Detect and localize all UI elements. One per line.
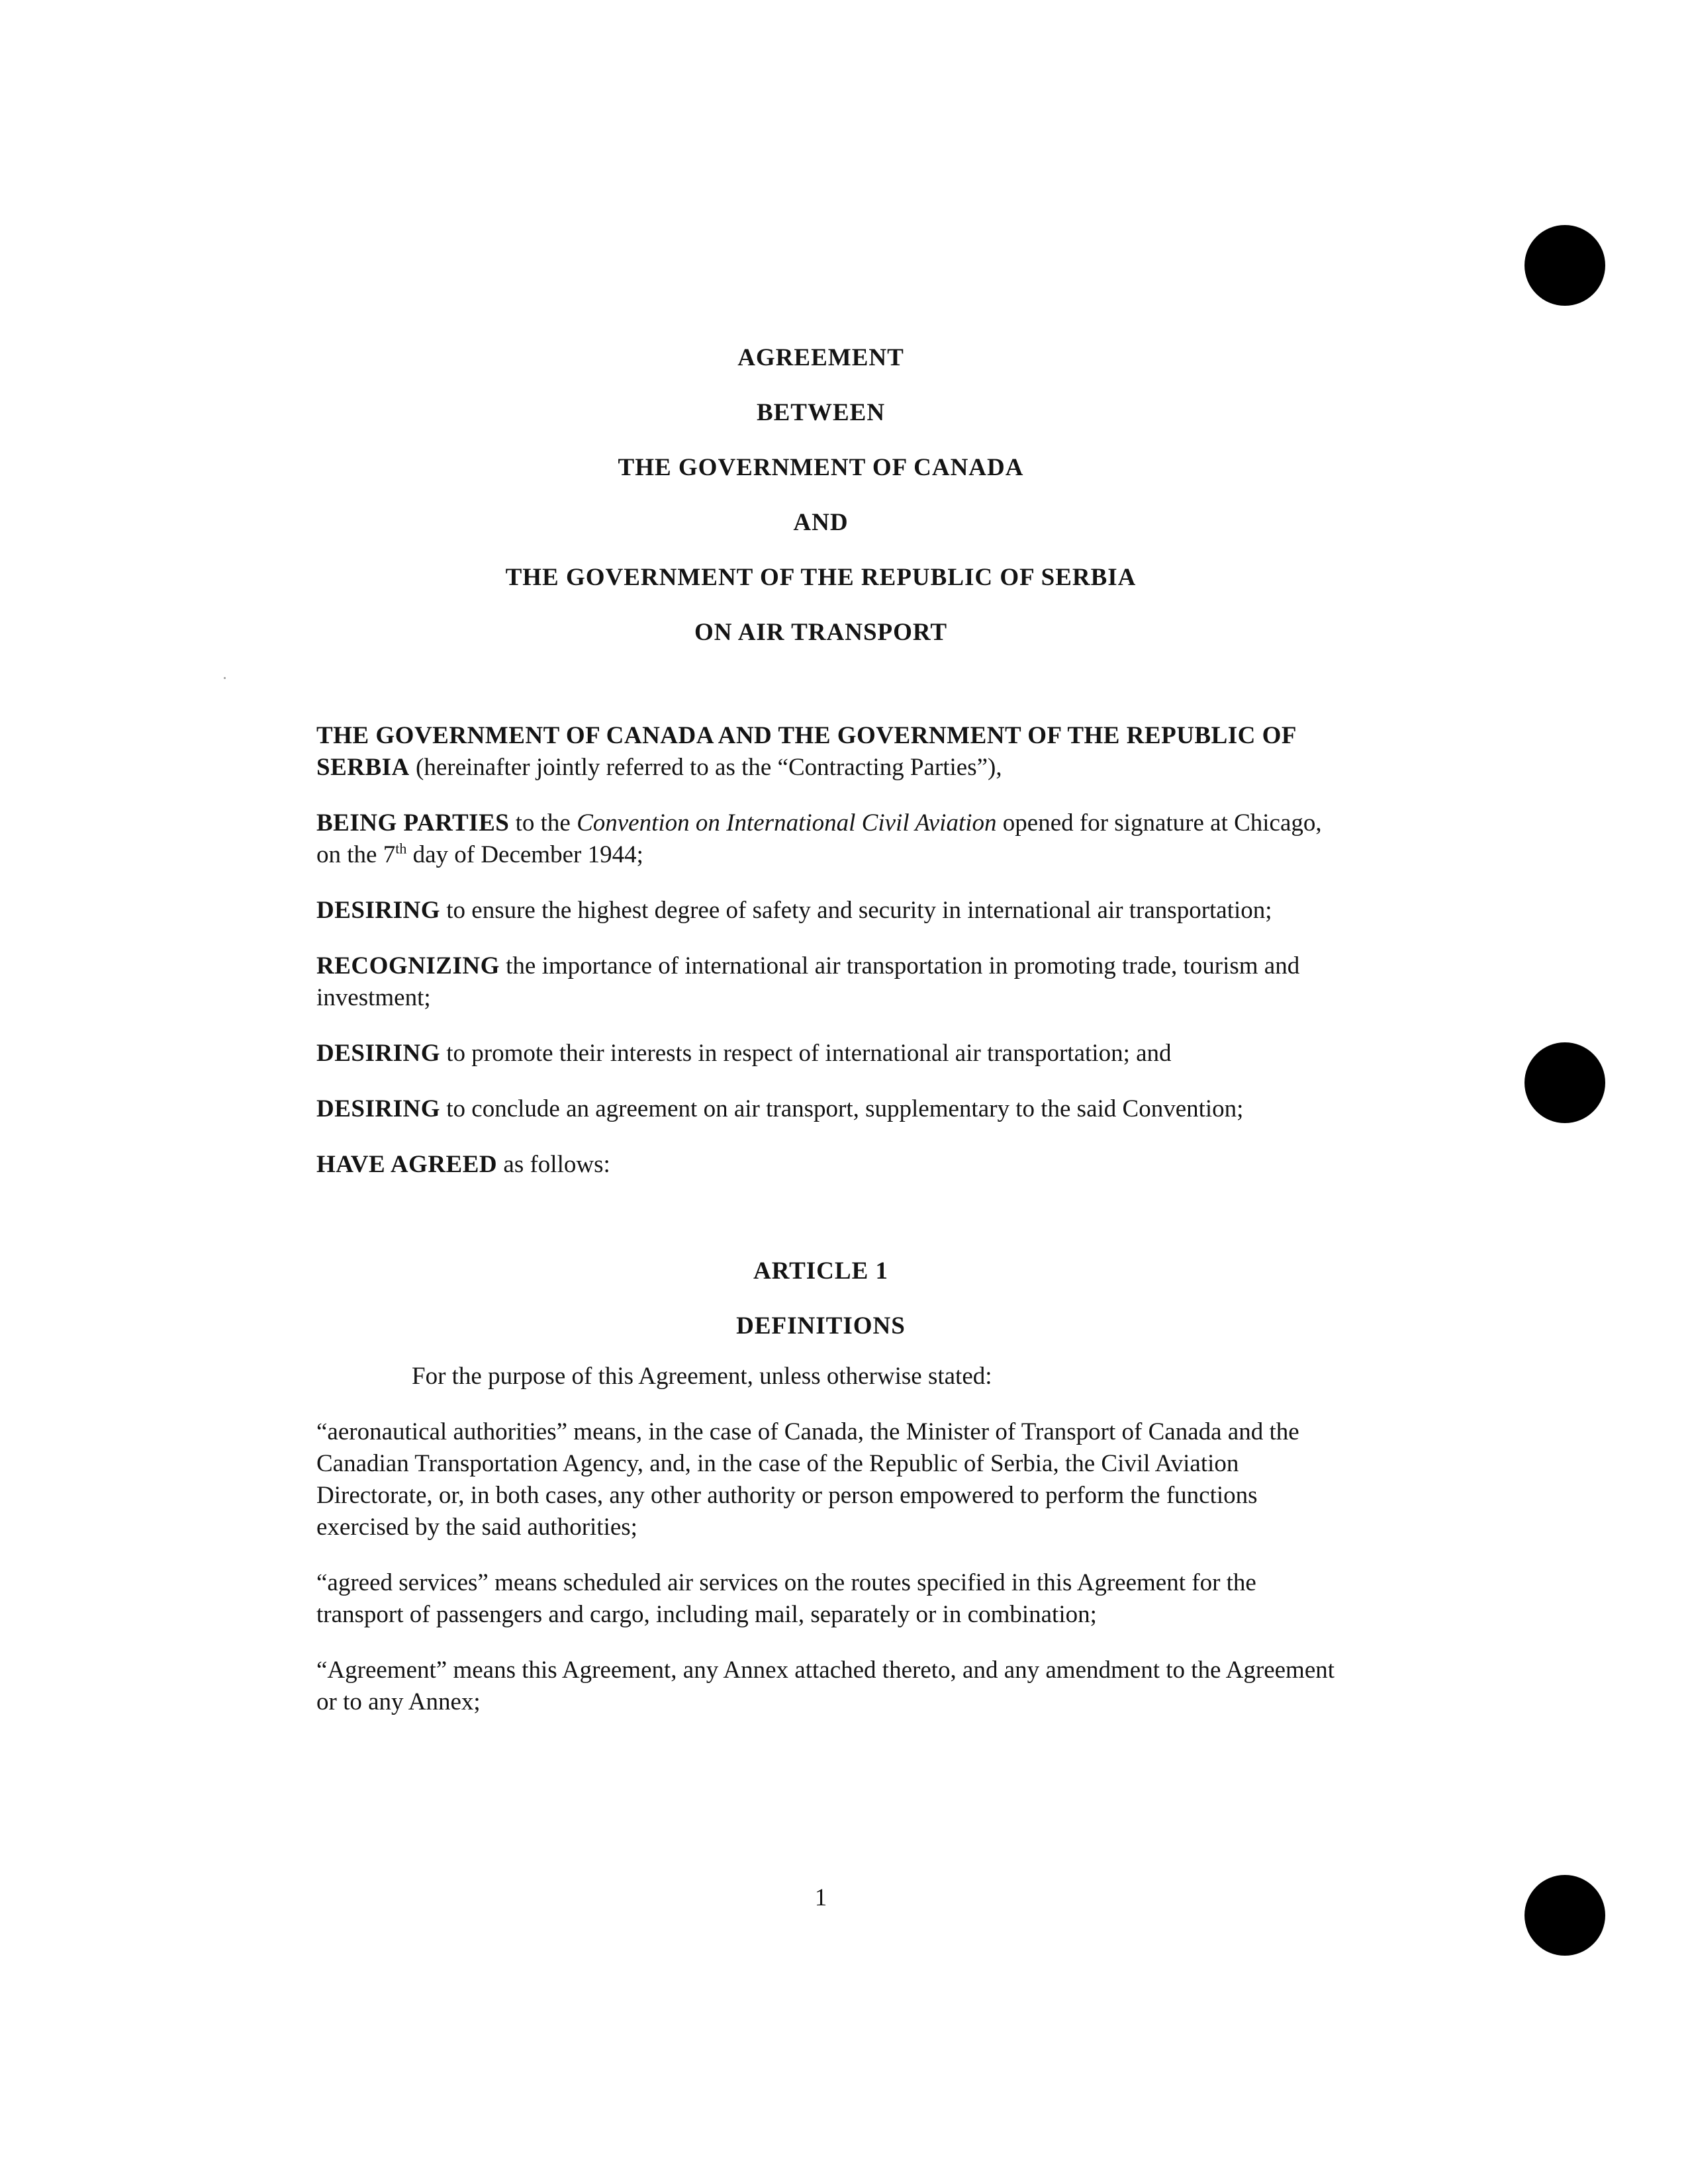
- title-line: AND: [793, 509, 849, 536]
- preamble-paragraph: [316, 807, 1349, 871]
- title-line: AGREEMENT: [737, 344, 904, 371]
- page-number: 1: [814, 1884, 827, 1911]
- title-line: THE GOVERNMENT OF THE REPUBLIC OF SERBIA: [505, 564, 1137, 591]
- paragraph-text: opened for signature at Chicago, on the 7: [316, 809, 1322, 868]
- binder-hole: [1524, 1042, 1605, 1123]
- binder-hole: [1524, 225, 1605, 306]
- scan-speck: [224, 677, 226, 679]
- preamble-paragraph: [316, 1038, 1349, 1069]
- preamble-paragraph: [316, 720, 1349, 784]
- ordinal-suffix: th: [395, 840, 407, 857]
- bold-lead: RECOGNIZING: [316, 952, 500, 979]
- preamble-paragraph: [316, 1093, 1349, 1125]
- paragraph-text: the importance of international air transportation in promoting trade, tourism and investment;: [316, 952, 1300, 1011]
- bold-lead: BEING PARTIES: [316, 809, 510, 837]
- bold-lead: DESIRING: [316, 897, 440, 924]
- preamble-paragraph: [316, 950, 1349, 1014]
- title-line: BETWEEN: [756, 399, 886, 426]
- definitions-intro: For the purpose of this Agreement, unless otherwise stated:: [412, 1363, 992, 1390]
- definition-item: “aeronautical authorities” means, in the case of Canada, the Minister of Transport of Canada and the Canadian Transportation Agency, and, in the case of the Republic of Serbia, the Civil Aviation Directorate, or, in both cases, any other authority or person empowered to perform the functions exercised by the said authorities;: [316, 1418, 1299, 1541]
- paragraph-text: to promote their interests in respect of international air transportation; and: [440, 1040, 1172, 1067]
- definitions-section: [316, 1361, 1349, 1742]
- bold-lead: HAVE AGREED: [316, 1151, 498, 1178]
- preamble-paragraph: [316, 1149, 1349, 1181]
- paragraph-text: to conclude an agreement on air transport, supplementary to the said Convention;: [440, 1095, 1244, 1122]
- paragraph-text: (hereinafter jointly referred to as the “Contracting Parties”),: [409, 754, 1002, 781]
- paragraph-text: to ensure the highest degree of safety and security in international air transportation;: [440, 897, 1272, 924]
- paragraph-text: day of December 1944;: [406, 841, 643, 868]
- preamble: [316, 720, 1349, 1205]
- bold-lead: THE GOVERNMENT OF CANADA AND THE GOVERNMENT OF THE REPUBLIC OF SERBIA: [316, 722, 1296, 781]
- paragraph-text: as follows:: [497, 1151, 610, 1178]
- article-title: DEFINITIONS: [736, 1312, 906, 1340]
- preamble-paragraph: [316, 895, 1349, 927]
- definition-item: “Agreement” means this Agreement, any Annex attached thereto, and any amendment to the Agreement or to any Annex;: [316, 1657, 1335, 1715]
- bold-lead: DESIRING: [316, 1095, 440, 1122]
- definition-item: “agreed services” means scheduled air services on the routes specified in this Agreement for the transport of passengers and cargo, including mail, separately or in combination;: [316, 1569, 1256, 1628]
- article-number: ARTICLE 1: [753, 1257, 889, 1285]
- article-heading: [0, 1254, 1642, 1364]
- paragraph-text: to the: [509, 809, 577, 837]
- convention-title: Convention on International Civil Aviation: [577, 809, 997, 837]
- bold-lead: DESIRING: [316, 1040, 440, 1067]
- title-line: THE GOVERNMENT OF CANADA: [618, 454, 1024, 481]
- document-title: [0, 341, 1642, 670]
- title-line: ON AIR TRANSPORT: [694, 619, 948, 646]
